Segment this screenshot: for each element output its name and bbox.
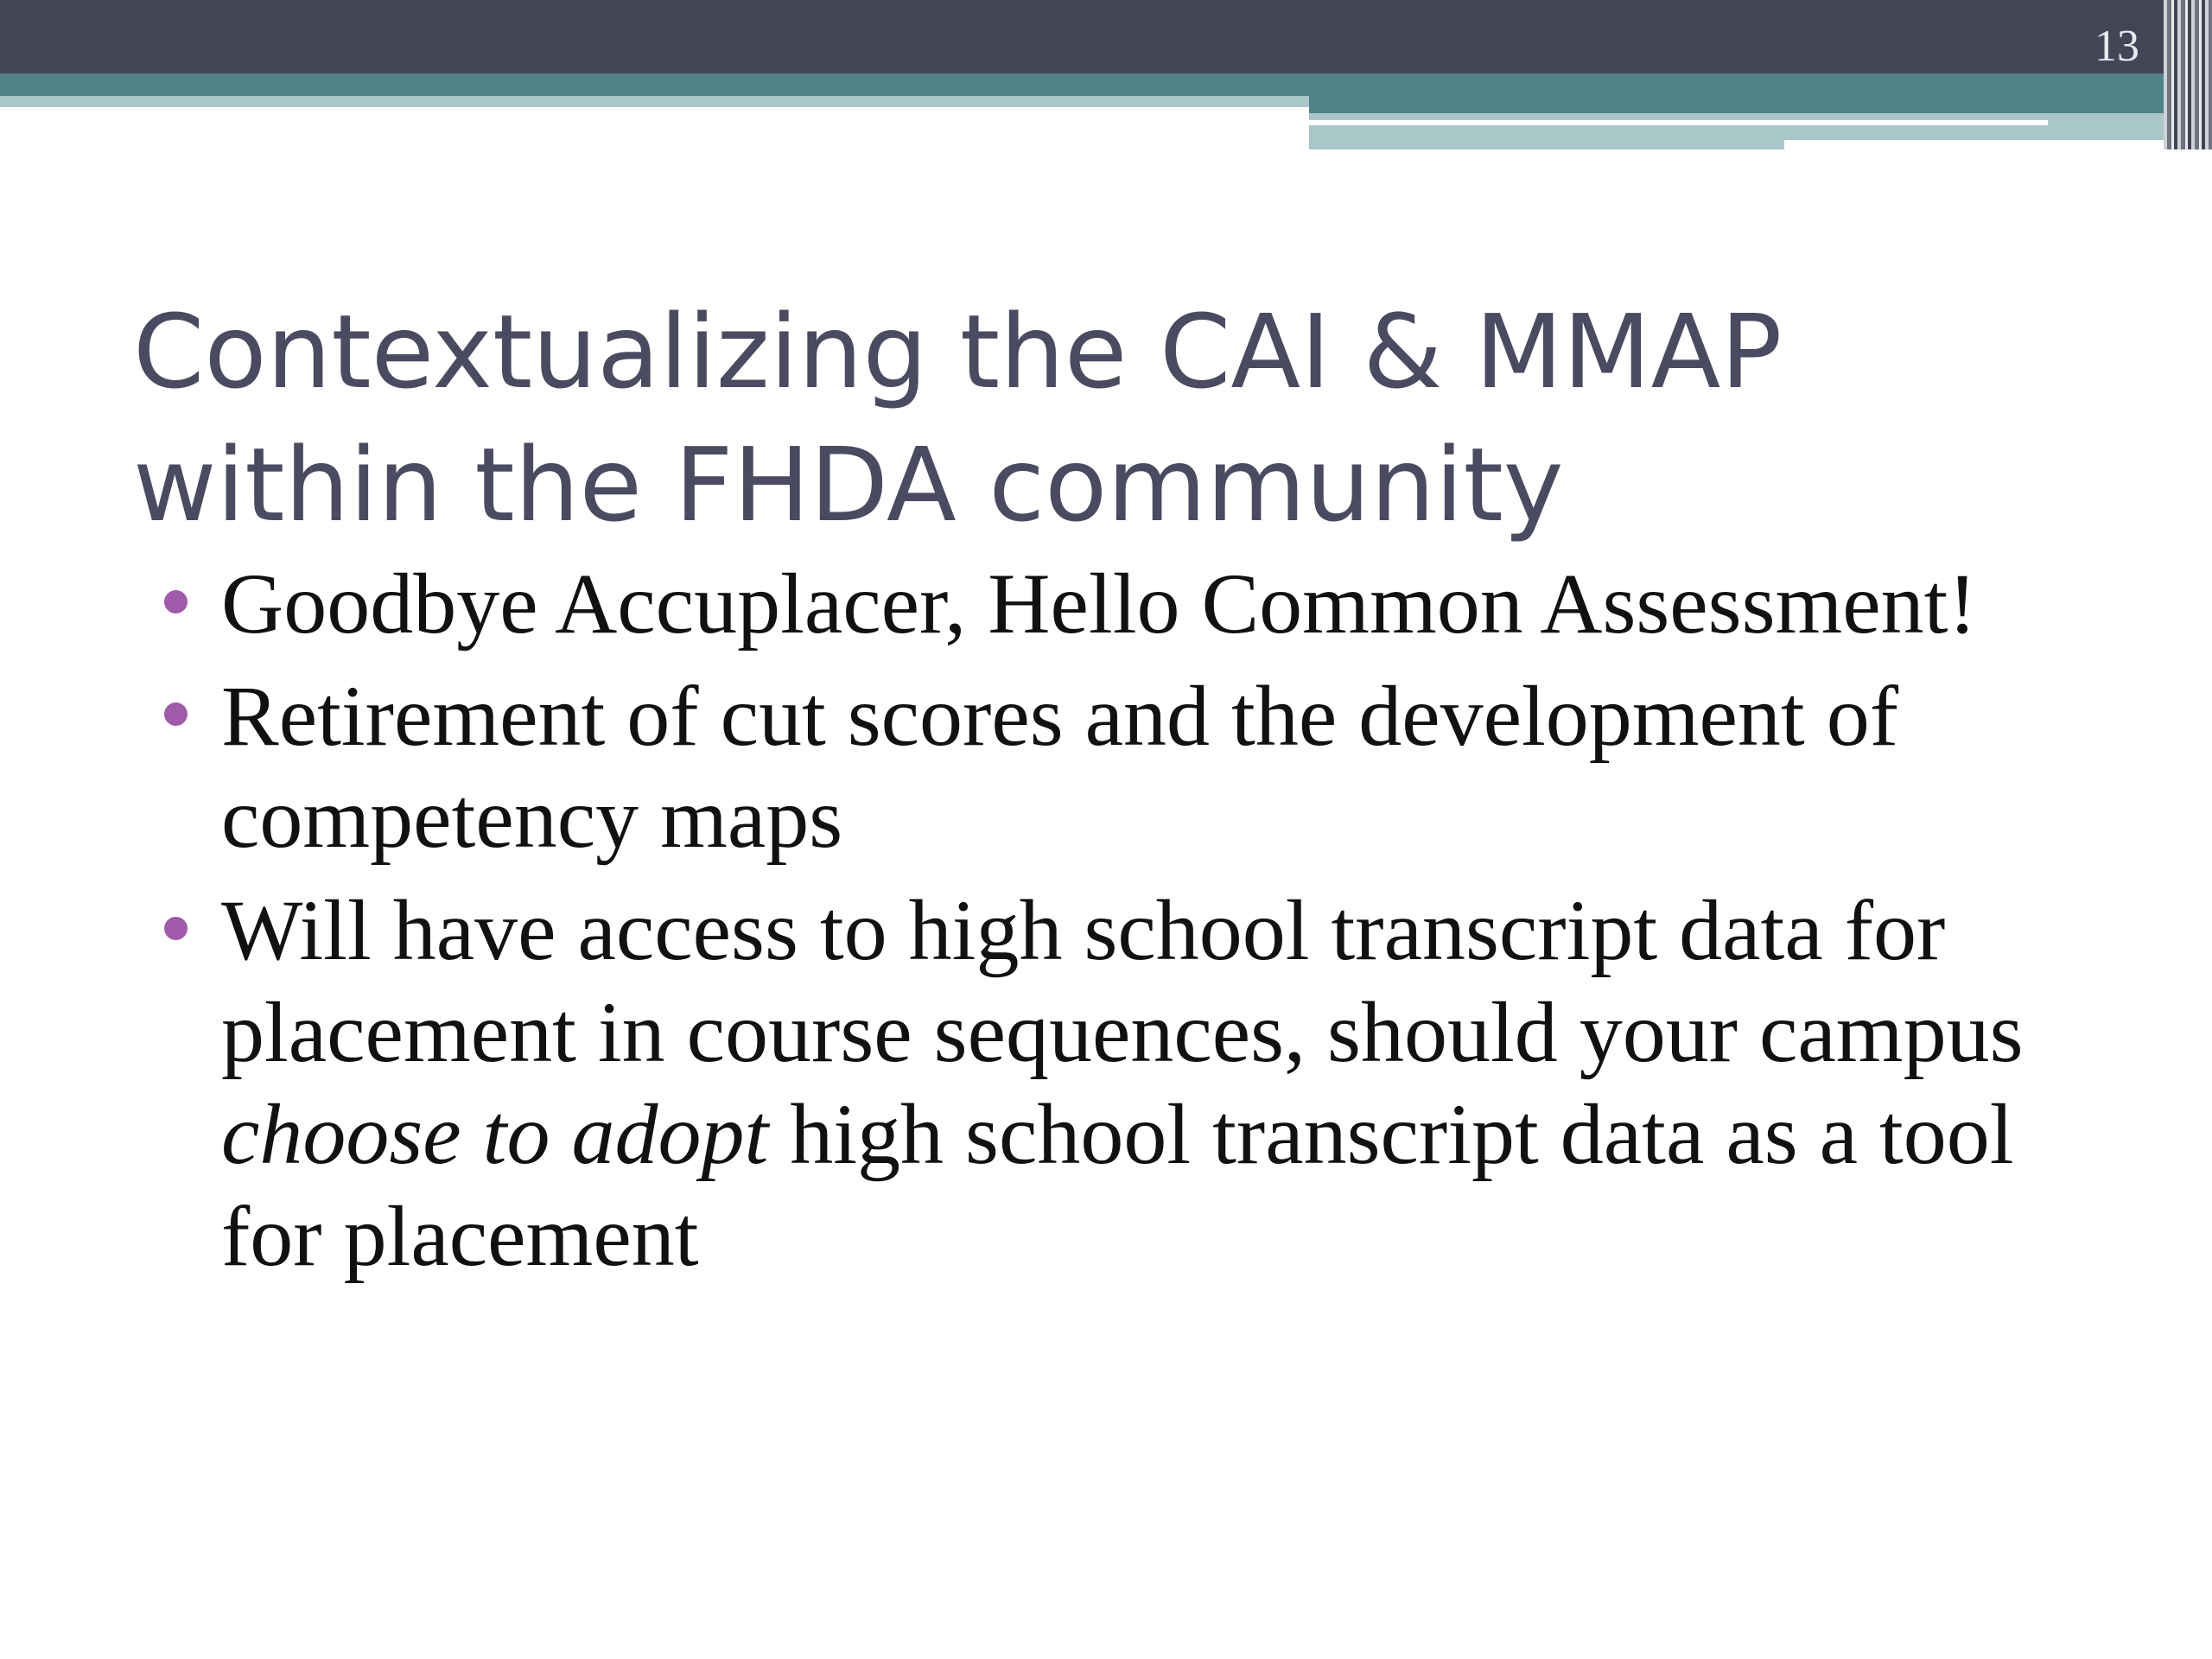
bullet-item [156, 665, 2100, 869]
header-band-pale-left [0, 96, 1309, 107]
header-accent-line [1309, 120, 2048, 125]
bullet-list [156, 553, 2100, 1298]
header-edge-stripes [2164, 0, 2212, 149]
bullet-marker [164, 917, 188, 940]
bullet-text-italic: choose to adopt [221, 1086, 769, 1182]
bullet-text-part: high school transcript data as a tool for placement [221, 1086, 2014, 1284]
bullet-text: Retirement of cut scores and the development of competency maps [221, 668, 1899, 866]
header-band-teal-right [1309, 96, 2212, 113]
header-accent-line-short [1784, 140, 2212, 149]
slide-number: 13 [2094, 22, 2139, 71]
bullet-marker [164, 702, 188, 726]
bullet-item [156, 553, 2100, 655]
bullet-item [156, 880, 2100, 1287]
header-band-teal [0, 73, 2212, 96]
bullet-text-part: Will have access to high school transcript data for placement in course sequences, should your campus [221, 882, 2024, 1080]
bullet-text: Goodbye Accuplacer, Hello Common Assessment! [221, 556, 1977, 652]
bullet-marker [164, 590, 188, 613]
header-band-dark [0, 0, 2212, 73]
slide-title: Contextualizing the CAI & MMAP within the FHDA community [133, 292, 1783, 544]
